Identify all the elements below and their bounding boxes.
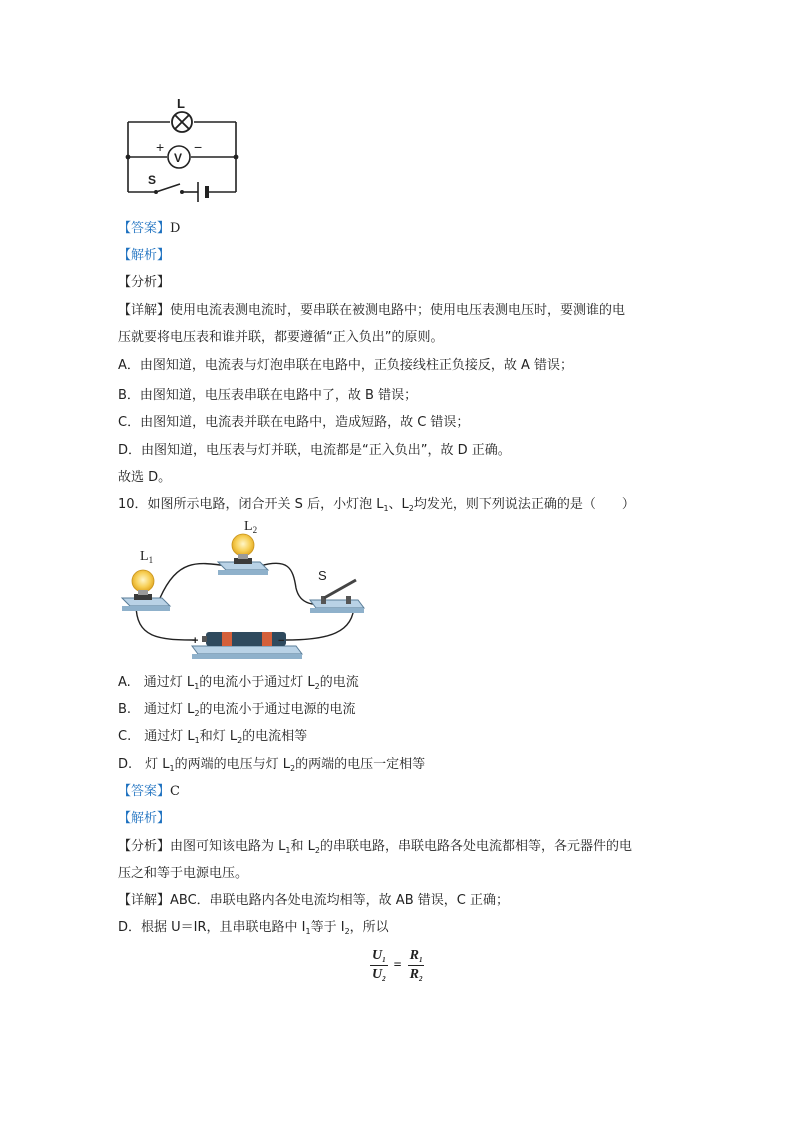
q9-option-d: D．由图知道，电压表与灯并联，电流都是“正入负出”，故 D 正确。 — [118, 443, 511, 458]
voltage-ratio-formula: $\frac{U_1}{U_2}$ = $\frac{R_1}{R_2}$ — [372, 948, 423, 983]
series-circuit-illustration — [118, 518, 370, 668]
battery-minus: − — [278, 635, 285, 647]
lamp-label: L — [177, 96, 185, 111]
switch-s — [310, 580, 364, 613]
q9-answer: 【答案】D — [118, 221, 181, 236]
voltmeter-circuit-diagram — [118, 92, 248, 212]
battery — [192, 632, 302, 659]
switch-label: S — [148, 173, 157, 187]
q9-conclusion: 故选 D。 — [118, 470, 172, 485]
q10-option-b: B. 通过灯 $L_2$的电流小于通过电源的电流 — [118, 702, 356, 718]
voltmeter-letter: V — [174, 151, 183, 165]
lamp-l1 — [122, 570, 170, 611]
q9-option-a: A．由图知道，电流表与灯泡串联在电路中，正负接线柱正负接反，故 A 错误； — [118, 358, 574, 373]
q10-fenxi-line-2: 压之和等于电源电压。 — [118, 866, 249, 881]
battery-plus: + — [192, 635, 199, 647]
q9-detail-line-1: 【详解】使用电流表测电流时，要串联在被测电路中；使用电压表测电压时，要测谁的电 — [118, 303, 626, 318]
q9-fenxi-tag: 【分析】 — [118, 275, 171, 290]
q10-detail-line-2: D．根据 U＝IR，且串联电路中 $I_1$等于 $I_2$，所以 — [118, 920, 389, 936]
q10-fenxi-line-1: 【分析】由图可知该电路为 $L_1$和 $L_2$的串联电路，串联电路各处电流都相等，各元器件的电 — [118, 839, 632, 855]
lamp-l2 — [218, 534, 268, 575]
q10-detail-line-1: 【详解】ABC．串联电路内各处电流均相等，故 AB 错误，C 正确； — [118, 893, 509, 908]
battery-symbol — [198, 182, 207, 202]
q9-option-b: B．由图知道，电压表串联在电路中了，故 B 错误； — [118, 388, 418, 403]
q9-analysis-tag: 【解析】 — [118, 248, 171, 263]
q10-option-a: A. 通过灯 $L_1$的电流小于通过灯 $L_2$的电流 — [118, 675, 359, 691]
q10-answer: 【答案】C — [118, 784, 180, 799]
q9-option-c: C．由图知道，电流表并联在电路中，造成短路，故 C 错误； — [118, 415, 470, 430]
switch-label: S — [318, 568, 327, 583]
q10-analysis-tag: 【解析】 — [118, 811, 171, 826]
l1-label: $L_1$ — [140, 549, 154, 565]
lamp-symbol — [172, 112, 192, 132]
q9-detail-line-2: 压就要将电压表和谁并联，都要遵循“正入负出”的原则。 — [118, 330, 444, 345]
minus-sign: − — [194, 139, 203, 155]
q10-option-d: D. 灯 $L_1$的两端的电压与灯 $L_2$的两端的电压一定相等 — [118, 757, 426, 773]
plus-sign: + — [156, 139, 165, 155]
q10-option-c: C. 通过灯 $L_1$和灯 $L_2$的电流相等 — [118, 729, 308, 745]
q10-stem: 10．如图所示电路，闭合开关 S 后，小灯泡 $L_1$、$L_2$均发光，则下列说法正确的是（ ） — [118, 497, 635, 513]
l2-label: $L_2$ — [244, 519, 258, 535]
